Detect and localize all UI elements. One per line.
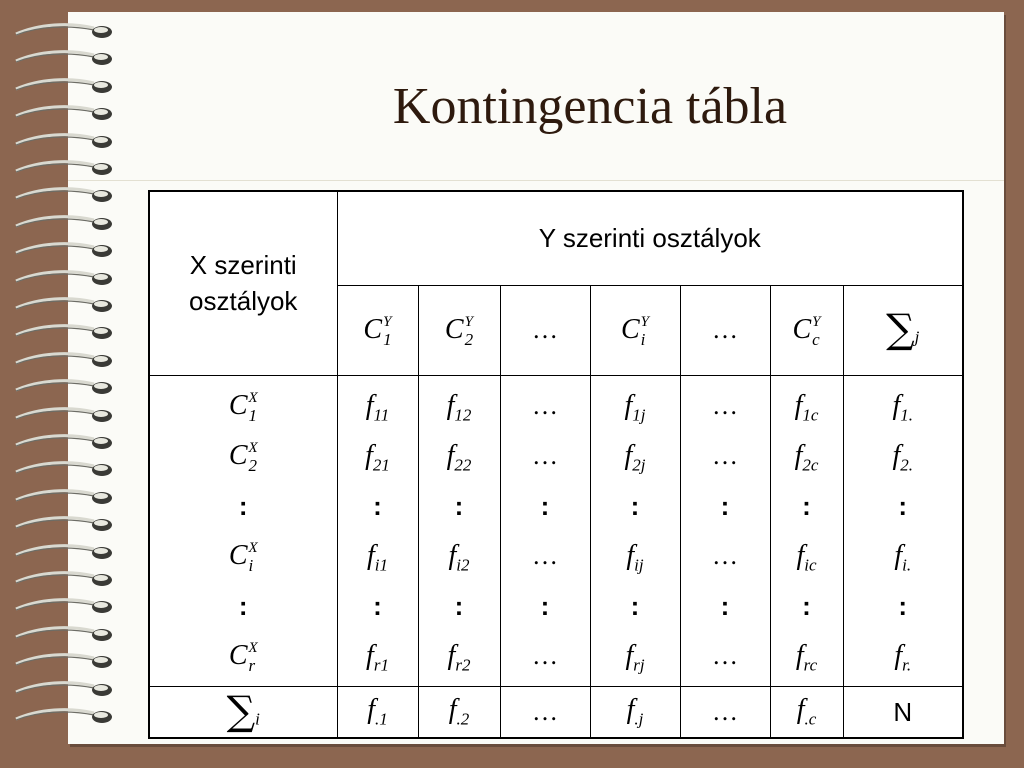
ellipsis: … — [532, 315, 558, 344]
ellipsis: … — [532, 540, 558, 570]
symbol-base: f — [892, 389, 901, 421]
symbol-subscript: ic — [804, 555, 817, 575]
row-header-2 — [239, 486, 248, 526]
symbol-subscript: 2j — [632, 455, 646, 475]
symbol-subscript: 1j — [632, 405, 646, 425]
symbol-base: f — [624, 439, 633, 471]
body-column-3 — [590, 375, 680, 686]
vertical-ellipsis: : — [630, 490, 640, 521]
ellipsis: … — [712, 640, 738, 670]
table-cell — [366, 386, 390, 426]
symbol-subscript: 12 — [454, 405, 472, 425]
row-header-symbol — [228, 439, 258, 476]
column-header-0 — [337, 285, 418, 375]
binding-ring — [14, 650, 114, 672]
vertical-ellipsis: : — [540, 490, 550, 521]
symbol-superscript: X — [248, 390, 258, 407]
ellipsis: … — [712, 390, 738, 420]
symbol-subscript: 1c — [802, 405, 819, 425]
column-sum-5 — [770, 686, 843, 738]
column-header-symbol — [620, 313, 650, 350]
symbol-subscript: i1 — [374, 555, 388, 575]
binding-ring — [14, 321, 114, 343]
column-sum-2 — [500, 686, 590, 738]
ellipsis: … — [532, 640, 558, 670]
binding-ring — [14, 513, 114, 535]
symbol-subscript: i — [248, 556, 254, 576]
binding-ring — [14, 157, 114, 179]
vertical-ellipsis: : — [454, 490, 464, 521]
binding-ring — [14, 458, 114, 480]
symbol-base: C — [792, 313, 812, 345]
vertical-ellipsis: : — [802, 590, 811, 621]
symbol-superscript: Y — [383, 314, 392, 331]
cell-value — [794, 389, 819, 425]
binding-ring — [14, 75, 114, 97]
symbol-base: f — [626, 539, 635, 571]
symbol-subscript: r — [248, 656, 256, 676]
symbol-subscript: .2 — [456, 709, 470, 729]
grand-total: N — [843, 686, 963, 738]
binding-ring — [14, 267, 114, 289]
symbol-base: f — [892, 439, 901, 471]
binding-ring — [14, 20, 114, 42]
cell-value — [624, 439, 646, 475]
table-cell — [532, 536, 558, 576]
symbol-indices — [812, 314, 821, 350]
binding-ring — [14, 623, 114, 645]
table-cell — [721, 486, 730, 526]
table-cell — [795, 436, 819, 476]
binding-ring — [14, 486, 114, 508]
symbol-base: C — [363, 313, 383, 345]
symbol-base: f — [447, 639, 456, 671]
vertical-ellipsis: : — [630, 590, 640, 621]
symbol-base: f — [366, 639, 374, 671]
symbol-indices — [640, 314, 650, 350]
table-cell — [455, 486, 464, 526]
symbol-base: f — [796, 693, 805, 725]
symbol-base: f — [448, 539, 457, 571]
ellipsis: … — [532, 440, 558, 470]
symbol-superscript: X — [248, 540, 258, 557]
symbol-base: f — [794, 389, 803, 421]
symbol-base: f — [446, 439, 455, 471]
binding-ring — [14, 47, 114, 69]
symbol-subscript: r2 — [455, 655, 471, 675]
symbol-superscript: X — [248, 440, 258, 457]
vertical-ellipsis: : — [720, 490, 730, 521]
title-divider — [68, 180, 1004, 181]
symbol-subscript: 2 — [464, 330, 474, 350]
symbol-base: C — [228, 539, 248, 571]
symbol-superscript: Y — [464, 314, 473, 331]
symbol-base: C — [228, 389, 248, 421]
cell-value — [366, 539, 388, 575]
binding-ring — [14, 568, 114, 590]
table-cell — [712, 436, 738, 476]
symbol-subscript: i — [640, 330, 646, 350]
ellipsis: … — [712, 315, 738, 344]
ellipsis: … — [712, 540, 738, 570]
column-sum-symbol — [796, 693, 817, 729]
table-cell — [448, 536, 469, 576]
binding-ring — [14, 239, 114, 261]
row-header-symbol — [228, 539, 258, 576]
binding-ring — [14, 376, 114, 398]
cell-value — [448, 539, 470, 575]
row-header-list — [150, 376, 337, 686]
column-sum-symbol — [626, 693, 644, 729]
vertical-ellipsis: : — [898, 590, 908, 621]
body-column-2 — [500, 375, 590, 686]
table-cell — [712, 536, 738, 576]
cell-value — [446, 389, 472, 425]
symbol-subscript: 1 — [248, 406, 257, 426]
table-cell — [373, 586, 382, 626]
symbol-base: C — [228, 439, 248, 471]
column-header-symbol — [444, 313, 474, 350]
column-sum-4 — [680, 686, 770, 738]
body-column-list — [681, 376, 770, 686]
cell-value — [892, 439, 914, 475]
symbol-subscript: i2 — [456, 555, 470, 575]
table-cell — [365, 436, 390, 476]
table-cell — [721, 586, 730, 626]
symbol-subscript: 21 — [372, 455, 390, 475]
binding-ring — [14, 349, 114, 371]
binding-ring — [14, 404, 114, 426]
table-cell — [712, 636, 738, 676]
body-column-list — [419, 376, 500, 686]
column-header-1 — [418, 285, 500, 375]
symbol-subscript: ij — [634, 555, 644, 575]
table-cell — [898, 586, 907, 626]
table-cell — [367, 536, 388, 576]
symbol-subscript: 1. — [900, 405, 914, 425]
contingency-table — [148, 190, 964, 739]
binding-ring — [14, 294, 114, 316]
symbol-base: C — [444, 313, 464, 345]
cell-value — [365, 389, 390, 425]
column-header-2 — [500, 285, 590, 375]
table-cell — [625, 636, 644, 676]
table-cell — [892, 436, 913, 476]
body-column-1 — [418, 375, 500, 686]
binding-ring — [14, 184, 114, 206]
column-sum-0 — [337, 686, 418, 738]
table-cell — [455, 586, 464, 626]
vertical-ellipsis: : — [238, 590, 248, 621]
cell-value — [626, 539, 644, 575]
table-cell — [802, 586, 811, 626]
row-header-symbol — [228, 389, 258, 426]
vertical-ellipsis: : — [373, 490, 382, 521]
symbol-base: f — [626, 693, 635, 725]
row-header-symbol — [228, 639, 258, 676]
binding-ring — [14, 431, 114, 453]
vertical-ellipsis: : — [802, 490, 811, 521]
row-headers-cell — [149, 375, 337, 686]
table-cell — [541, 486, 550, 526]
cell-value — [794, 439, 819, 475]
body-column-5 — [770, 375, 843, 686]
table-cell — [624, 436, 645, 476]
symbol-subscript: rc — [803, 655, 818, 675]
symbol-indices — [248, 540, 258, 576]
row-header-4 — [239, 586, 248, 626]
column-header-6 — [843, 285, 963, 375]
symbol-base: f — [894, 539, 903, 571]
column-sum-1 — [418, 686, 500, 738]
symbol-base: f — [446, 389, 455, 421]
column-header-symbol — [363, 313, 392, 350]
sum-symbol: ∑ — [886, 307, 915, 353]
body-column-6 — [843, 375, 963, 686]
sum-symbol: ∑ — [226, 688, 256, 735]
ellipsis: … — [712, 440, 738, 470]
symbol-subscript: 2 — [248, 456, 257, 476]
table-cell — [631, 486, 640, 526]
cell-value — [366, 639, 389, 675]
symbol-base: f — [448, 693, 457, 725]
body-column-list — [501, 376, 590, 686]
symbol-base: f — [365, 389, 374, 421]
vertical-ellipsis: : — [720, 590, 730, 621]
symbol-subscript: 11 — [373, 405, 390, 425]
row-header-3 — [229, 536, 258, 576]
y-classes-header: Y szerinti osztályok — [337, 191, 963, 285]
slide-title: Kontingencia tábla — [392, 78, 788, 135]
sum-index: j — [914, 328, 920, 348]
vertical-ellipsis: : — [238, 490, 248, 521]
x-classes-header: X szerinti osztályok — [149, 191, 337, 375]
table-cell — [626, 536, 643, 576]
column-header-symbol — [886, 307, 920, 353]
symbol-base: f — [625, 639, 634, 671]
binding-ring — [14, 130, 114, 152]
cell-value — [625, 639, 645, 675]
vertical-ellipsis: : — [898, 490, 908, 521]
cell-value — [892, 389, 914, 425]
symbol-subscript: 2c — [802, 455, 819, 475]
symbol-superscript: Y — [812, 314, 821, 331]
symbol-indices — [248, 440, 258, 476]
row-header-0 — [229, 386, 258, 426]
table-cell — [796, 536, 816, 576]
body-column-list — [338, 376, 418, 686]
column-header-5 — [770, 285, 843, 375]
table-cell — [532, 636, 558, 676]
spiral-binding — [0, 20, 120, 750]
symbol-base: f — [366, 539, 375, 571]
symbol-subscript: 2. — [900, 455, 914, 475]
table-cell — [532, 386, 558, 426]
column-header-4 — [680, 285, 770, 375]
column-sum-symbol — [367, 693, 388, 729]
table-cell — [624, 386, 645, 426]
binding-ring — [14, 102, 114, 124]
column-sum-symbol — [448, 693, 470, 729]
symbol-subscript: r1 — [373, 655, 389, 675]
symbol-subscript: 22 — [454, 455, 472, 475]
table-body-row — [149, 375, 963, 686]
body-column-4 — [680, 375, 770, 686]
row-header-5 — [229, 636, 258, 676]
table-cell — [894, 536, 911, 576]
body-column-0 — [337, 375, 418, 686]
cell-value — [894, 639, 912, 675]
symbol-subscript: 1 — [383, 330, 392, 350]
column-sums-row — [149, 686, 963, 738]
symbol-subscript: .j — [634, 709, 644, 729]
symbol-indices — [464, 314, 474, 350]
row-header-1 — [229, 436, 258, 476]
column-header-3 — [590, 285, 680, 375]
column-header-symbol — [792, 313, 821, 350]
symbol-base: f — [624, 389, 633, 421]
table-cell — [448, 636, 471, 676]
body-column-list — [844, 376, 963, 686]
row-sum-label — [149, 686, 337, 738]
symbol-base: C — [620, 313, 640, 345]
symbol-subscript: rj — [633, 655, 645, 675]
binding-ring — [14, 212, 114, 234]
table-cell — [366, 636, 389, 676]
table-cell — [532, 436, 558, 476]
table-cell — [631, 586, 640, 626]
symbol-indices — [383, 314, 392, 350]
symbol-base: f — [796, 539, 805, 571]
cell-value — [796, 539, 817, 575]
symbol-base: f — [367, 693, 376, 725]
symbol-superscript: Y — [640, 314, 650, 331]
column-sum-3 — [590, 686, 680, 738]
table-cell — [795, 386, 819, 426]
symbol-subscript: .1 — [375, 709, 388, 729]
table-cell — [894, 636, 911, 676]
symbol-subscript: r. — [902, 655, 912, 675]
sum-index: i — [255, 709, 260, 729]
cell-value — [624, 389, 646, 425]
ellipsis: … — [712, 696, 738, 726]
cell-value — [446, 439, 472, 475]
cell-value — [795, 639, 818, 675]
symbol-base: f — [794, 439, 803, 471]
row-sum-symbol — [226, 688, 260, 735]
table-cell — [892, 386, 913, 426]
symbol-base: C — [228, 639, 248, 671]
table-cell — [447, 386, 472, 426]
binding-ring — [14, 595, 114, 617]
table-cell — [796, 636, 817, 676]
table-cell — [712, 386, 738, 426]
symbol-indices — [248, 390, 258, 426]
ellipsis: … — [532, 390, 558, 420]
table-cell — [898, 486, 907, 526]
symbol-superscript: X — [248, 640, 258, 657]
body-column-list — [591, 376, 680, 686]
table-cell — [447, 436, 472, 476]
cell-value — [365, 439, 390, 475]
vertical-ellipsis: : — [373, 590, 382, 621]
body-column-list — [771, 376, 843, 686]
table-cell — [802, 486, 811, 526]
cell-value — [894, 539, 912, 575]
symbol-subscript: .c — [804, 709, 817, 729]
symbol-base: f — [894, 639, 903, 671]
vertical-ellipsis: : — [540, 590, 550, 621]
binding-ring — [14, 678, 114, 700]
symbol-subscript: i. — [902, 555, 912, 575]
binding-ring — [14, 705, 114, 727]
ellipsis: … — [532, 696, 558, 726]
symbol-subscript: c — [812, 330, 820, 350]
cell-value — [447, 639, 471, 675]
binding-ring — [14, 541, 114, 563]
table-cell — [373, 486, 382, 526]
symbol-indices — [248, 640, 258, 676]
symbol-base: f — [795, 639, 804, 671]
table-cell — [541, 586, 550, 626]
vertical-ellipsis: : — [454, 590, 464, 621]
symbol-base: f — [365, 439, 373, 471]
